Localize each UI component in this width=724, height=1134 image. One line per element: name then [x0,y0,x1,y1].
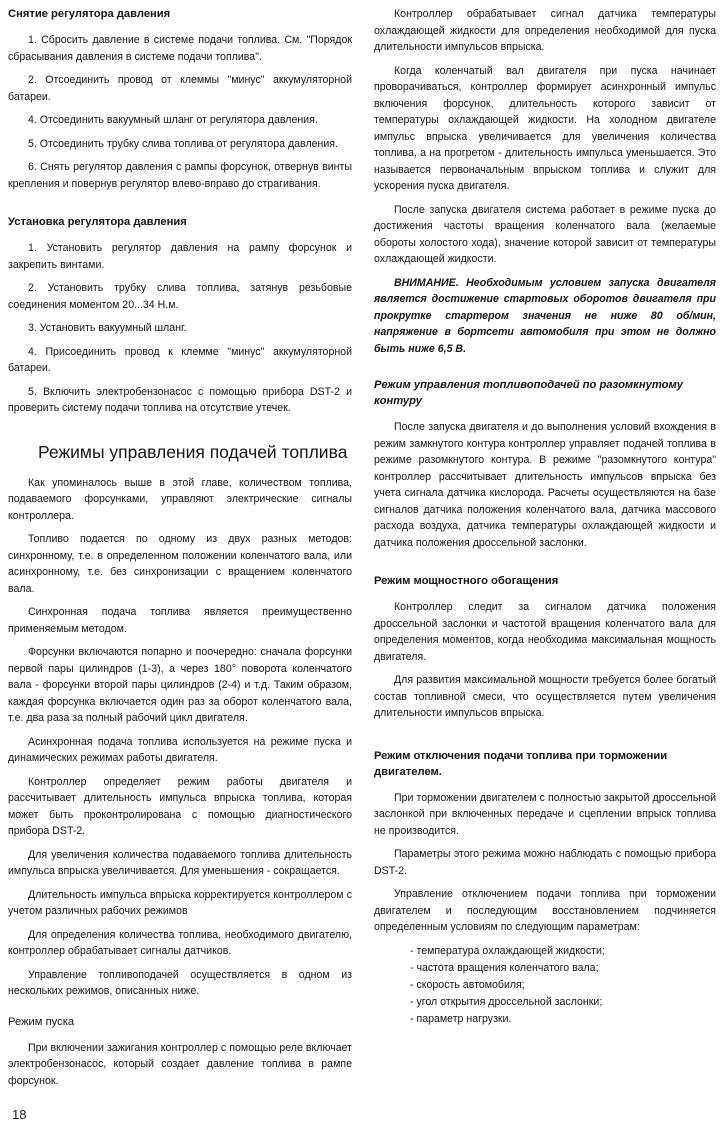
body-paragraph: Для развития максимальной мощности требуется более богатый состав топливной смеси, что осуществляется путем увеличения длительности импульсов впрыска. [374,674,716,719]
body-paragraph: Асинхронная подача топлива используется на режиме пуска и динамических режимах работы двигателя. [8,735,352,764]
body-paragraph: Синхронная подача топлива является преимущественно применяемым методом. [8,606,352,635]
section-title-fuel-cutoff: Режим отключения подачи топлива при торможении двигателем. [374,749,668,778]
body-paragraph: Длительность импульса впрыска корректируется контроллером с учетом различных рабочих режимов [8,888,352,917]
section-title-power-enrichment: Режим мощностного обогащения [374,575,559,587]
step-paragraph: 5. Отсоединить трубку слива топлива от регулятора давления. [28,137,338,150]
body-paragraph: Контроллер определяет режим работы двигателя и рассчитывает длительность импульса впрыска топлива, которая может быть проконтролирована с помощью диагностического прибора DST-2. [8,775,352,837]
left-column [8,6,352,1096]
parameter-list [410,943,716,1028]
step-paragraph: 2. Отсоединить провод от клеммы "минус" аккумуляторной батареи. [8,74,352,103]
list-item: - температура охлаждающей жидкости; [410,944,605,957]
step-paragraph: 6. Снять регулятор давления с рампы форсунок, отвернув винты крепления и повернув регулятор влево-вправо до страгивания. [8,161,352,190]
warning-note: ВНИМАНИЕ. Необходимым условием запуска двигателя является достижение стартовых оборотов двигателя при прокрутке стартером значения не ниже 80 об/мин, напряжение в бортсети автомобиля при этом не должно быть ниже 6,5 В. [374,276,716,355]
step-paragraph: 3. Установить вакуумный шланг. [28,322,187,334]
step-paragraph: 1. Установить регулятор давления на рампу форсунок и закрепить винтами. [8,242,352,271]
body-paragraph: Топливо подается по одному из двух разных методов: синхронному, т.е. в определенном положении коленчатого вала, или асинхронному, т.е. без синхронизации с вращением коленчатого вала. [8,533,352,595]
list-item: - скорость автомобиля; [410,978,525,991]
body-paragraph: При включении зажигания контроллер с помощью реле включает электробензонасос, который создает давление топлива в рампе форсунок. [8,1041,352,1087]
body-paragraph: После запуска двигателя и до выполнения условий вхождения в режим замкнутого контура контроллер управляет подачей топлива в режиме разомкнутого контура. В режиме "разомкнутого контура" контроллер рассчитывает длительность импульсов впрыска без учета сигнала датчика кислорода. Расчеты осуществляются на базе сигналов датчика положения коленчатого вала, датчика массового расхода воздуха, датчика температуры охлаждающей жидкости и датчика положения дроссельной заслонки. [374,421,716,549]
body-paragraph: Управление отключением подачи топлива при торможении двигателем и последующим восстановлением подчиняется определенным условиям по следующим параметрам: [374,888,716,933]
list-item: - угол открытия дроссельной заслонки; [410,995,603,1008]
step-paragraph: 4. Отсоединить вакуумный шланг от регулятора давления. [28,114,318,126]
right-column [374,6,716,1028]
body-paragraph: Контроллер обрабатывает сигнал датчика температуры охлаждающей жидкости для определения необходимой для пуска длительности импульсов впрыска. [374,8,716,53]
step-paragraph: 4. Присоединить провод к клемме "минус" аккумуляторной батареи. [8,345,352,374]
body-paragraph: Как упоминалось выше в этой главе, количеством топлива, подаваемого форсунками, управляют электрические сигналы контроллера. [8,476,352,522]
section-title-start-mode: Режим пуска [8,1015,75,1028]
chapter-title: Режимы управления подачей топлива [38,441,348,462]
list-item: - параметр нагрузки. [410,1012,512,1025]
body-paragraph: Для определения количества топлива, необходимого двигателю, контроллер обрабатывает сигналы датчиков. [8,928,352,957]
page-number: 18 [12,1107,27,1122]
body-paragraph: Когда коленчатый вал двигателя при пуска начинает проворачиваться, контроллер формирует асинхронный импульс включения форсунок, длительность которого зависит от температуры охлаждающей жидкости. На холодном двигателе импульс впрыска увеличивается для увеличения количества топлива, а на прогретом - длительность импульса уменьшается. Это называется первоначальным впрыском топлива и служит для ускорения пуска двигателя. [374,64,716,192]
body-paragraph: При торможении двигателем с полностью закрытой дроссельной заслонкой при включенных передаче и сцеплении впрыск топлива не производится. [374,791,716,837]
body-paragraph: Параметры этого режима можно наблюдать с помощью прибора DST-2. [374,848,716,877]
step-paragraph: 2. Установить трубку слива топлива, затянув резьбовые соединения моментом 20...34 Н.м. [8,282,352,311]
body-paragraph: Для увеличения количества подаваемого топлива длительность импульса впрыска увеличивается. Для уменьшения - сокращается. [8,848,352,877]
step-paragraph: 1. Сбросить давление в системе подачи топлива. См. "Порядок сбрасывания давления в системе подачи топлива". [8,34,352,63]
section-title-remove-regulator: Снятие регулятора давления [8,8,171,20]
step-paragraph: 5. Включить электробензонасос с помощью прибора DST-2 и проверить систему подачи топлива на отсутствие утечек. [8,385,352,414]
section-title-install-regulator: Установка регулятора давления [8,216,187,228]
body-paragraph: Форсунки включаются попарно и поочередно: сначала форсунки первой пары цилиндров (1-3), а через 180° поворота коленчатого вала - форсунки второй пары цилиндров (2-4) и т.д. Таким образом, каждая форсунка включается один раз за оборот коленчатого вала, т.е. два раза за полный рабочий цикл двигателя. [8,646,352,724]
section-title-open-loop: Режим управления топливоподачей по разомкнутому контуру [374,379,683,407]
body-paragraph: После запуска двигателя система работает в режиме пуска до достижения частоты вращения коленчатого вала (желаемые обороты холостого хода), значение которой зависит от температуры охлаждающей жидкости. [374,203,716,265]
body-paragraph: Управление топливоподачей осуществляется в одном из нескольких режимов, описанных ниже. [8,968,352,997]
body-paragraph: Контроллер следит за сигналом датчика положения дроссельной заслонки и частотой вращения коленчатого вала для определения моментов, когда необходима максимальная мощность двигателя. [374,601,716,663]
list-item: - частота вращения коленчатого вала; [410,961,599,974]
